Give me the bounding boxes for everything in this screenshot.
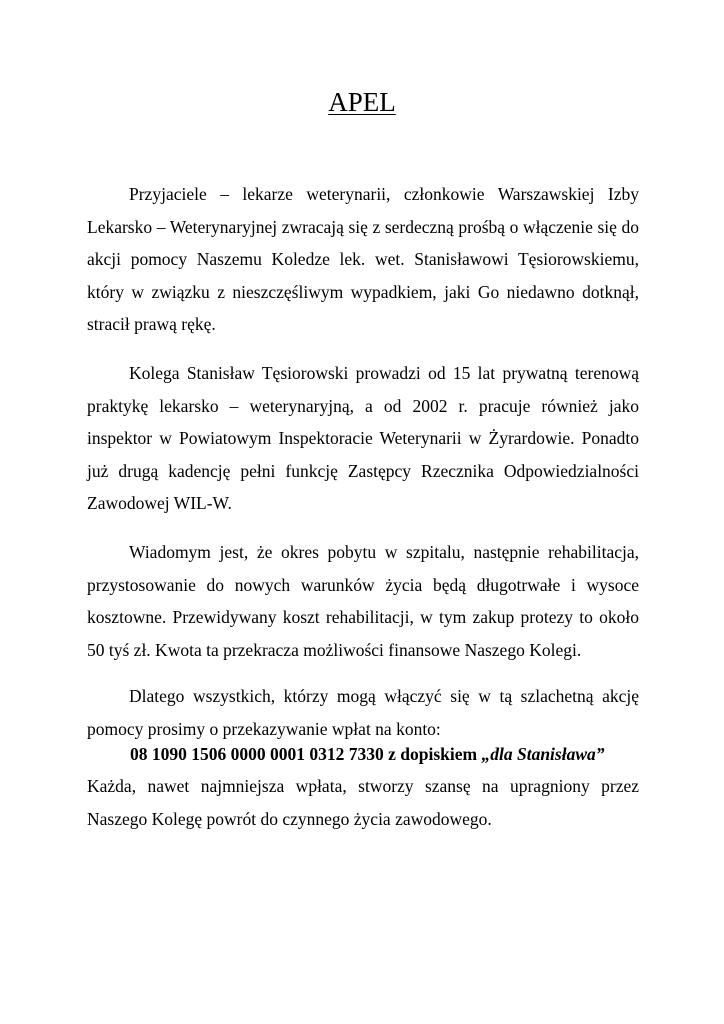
paragraph-rehabilitation-costs: Wiadomym jest, że okres pobytu w szpitalu, następnie rehabilitacja, przystosowanie do nowych warunków życia będą długotrwałe i wysoce kosztowne. Przewidywany koszt rehabilitacji, w tym zakup protezy to około 50 tyś zł. Kwota ta przekracza możliwości finansowe Naszego Kolegi. xyxy=(87,542,639,660)
bank-account-number: 08 1090 1506 0000 0001 0312 7330 z dopiskiem xyxy=(130,744,482,764)
paragraph-donation-request: Dlatego wszystkich, którzy mogą włączyć się w tą szlachetną akcję pomocy prosimy o przekazywanie wpłat na konto: xyxy=(87,686,639,739)
paragraph-closing: Każda, nawet najmniejsza wpłata, stworzy szansę na upragniony przez Naszego Kolegę powrót do czynnego życia zawodowego. xyxy=(87,776,639,829)
document-title xyxy=(0,86,724,118)
transfer-dedication: „dla Stanisława” xyxy=(481,744,605,764)
title-text: APEL xyxy=(328,87,396,117)
bank-account-line xyxy=(130,741,605,767)
paragraph-colleague-background: Kolega Stanisław Tęsiorowski prowadzi od 15 lat prywatną terenową praktykę lekarsko – weterynaryjną, a od 2002 r. pracuje również jako inspektor w Powiatowym Inspektoracie Weterynarii w Żyrardowie. Ponadto już drugą kadencję pełni funkcję Zastępcy Rzecznika Odpowiedzialności Zawodowej WIL-W. xyxy=(87,363,639,513)
paragraph-appeal-intro: Przyjaciele – lekarze weterynarii, członkowie Warszawskiej Izby Lekarsko – Weterynaryjnej zwracają się z serdeczną prośbą o włączenie się do akcji pomocy Naszemu Koledze lek. wet. Stanisławowi Tęsiorowskiemu, który w związku z nieszczęśliwym wypadkiem, jaki Go niedawno dotknął, stracił prawą rękę. xyxy=(87,184,639,334)
